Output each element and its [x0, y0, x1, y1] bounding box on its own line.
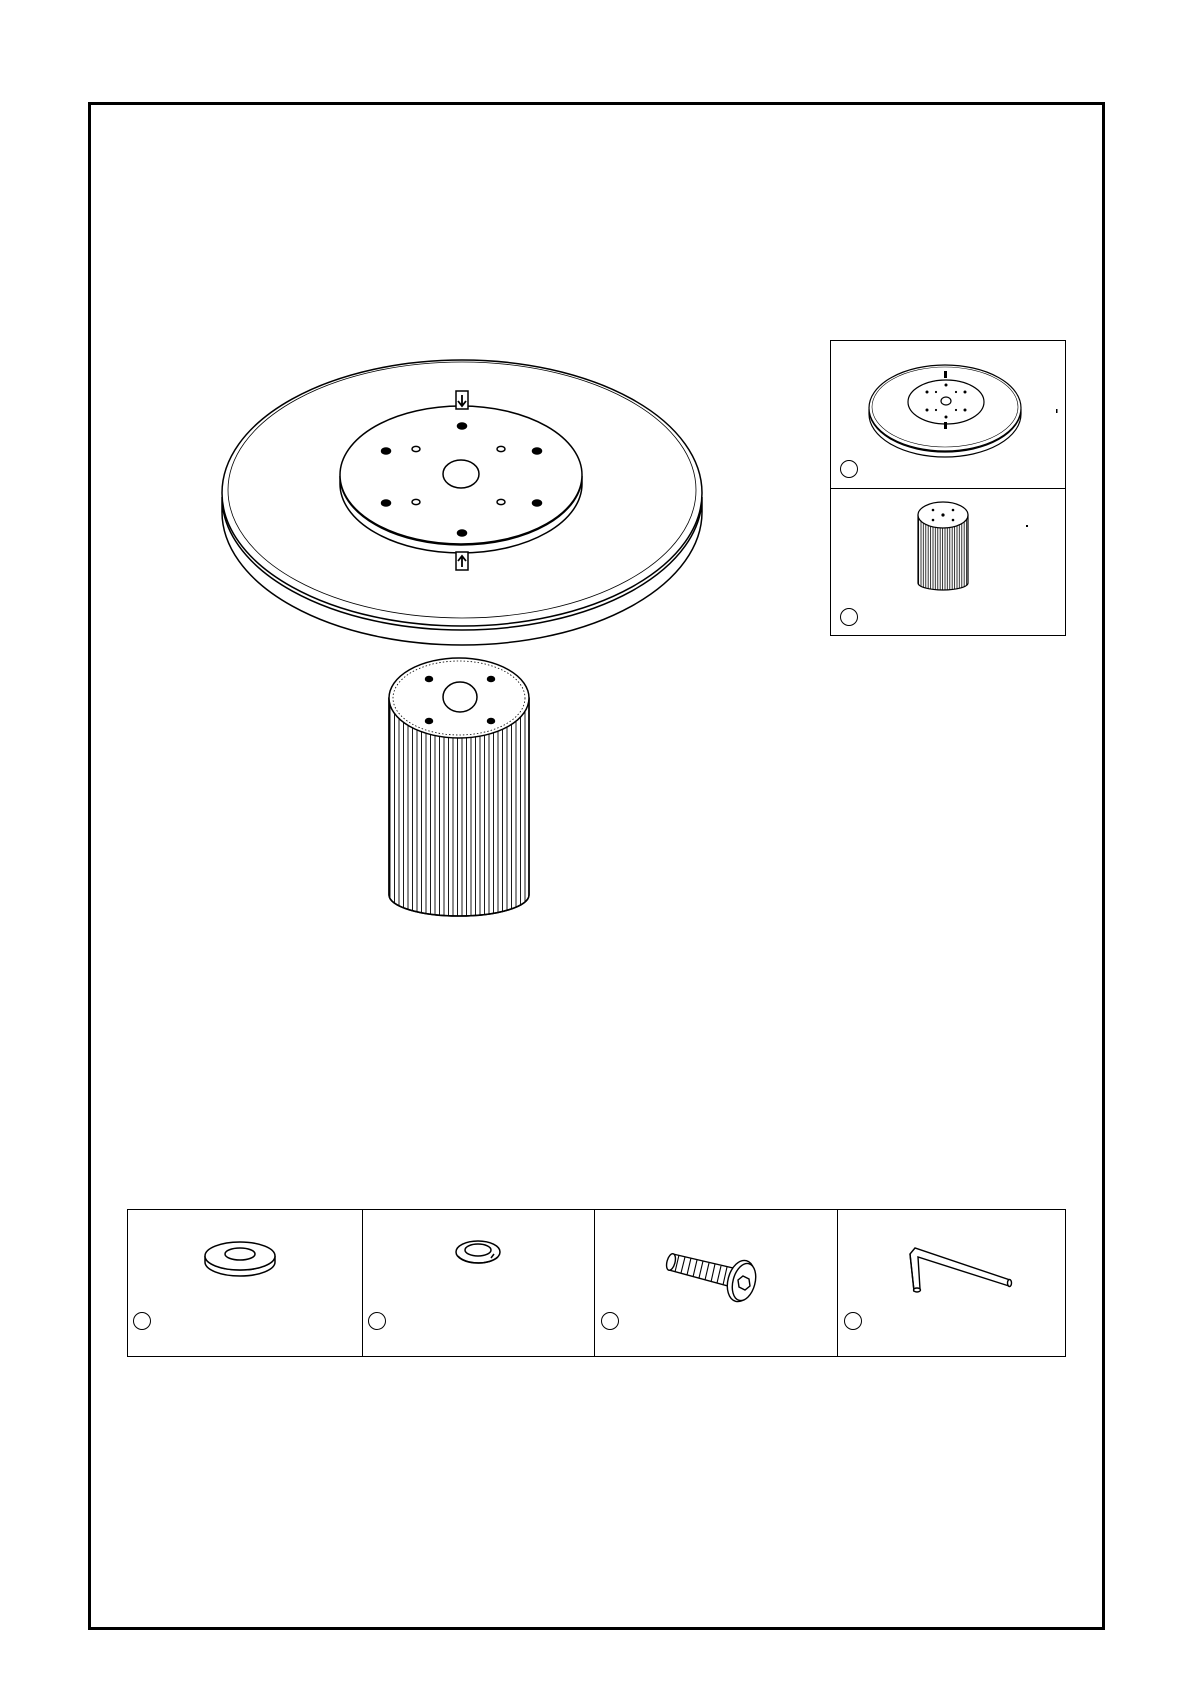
pedestal-icon — [831, 489, 1067, 637]
part-number-circle — [840, 460, 858, 478]
hardware-item-hex-socket-bolt — [595, 1210, 838, 1356]
spring-washer-icon — [363, 1210, 595, 1358]
hardware-panel — [127, 1209, 1066, 1357]
parts-reference-item-tabletop — [831, 341, 1065, 489]
parts-reference-item-pedestal — [831, 489, 1065, 637]
flat-washer-icon — [128, 1210, 363, 1358]
parts-reference-panel — [830, 340, 1066, 636]
hardware-item-allen-key — [838, 1210, 1067, 1356]
hardware-number-circle — [601, 1312, 619, 1330]
hardware-number-circle — [133, 1312, 151, 1330]
hardware-item-flat-washer — [128, 1210, 363, 1356]
part-number-circle — [840, 608, 858, 626]
allen-key-icon — [838, 1210, 1067, 1358]
hardware-number-circle — [844, 1312, 862, 1330]
hex-socket-bolt-icon — [595, 1210, 838, 1358]
hardware-item-spring-washer — [363, 1210, 595, 1356]
tabletop-icon — [831, 341, 1067, 489]
hardware-number-circle — [368, 1312, 386, 1330]
